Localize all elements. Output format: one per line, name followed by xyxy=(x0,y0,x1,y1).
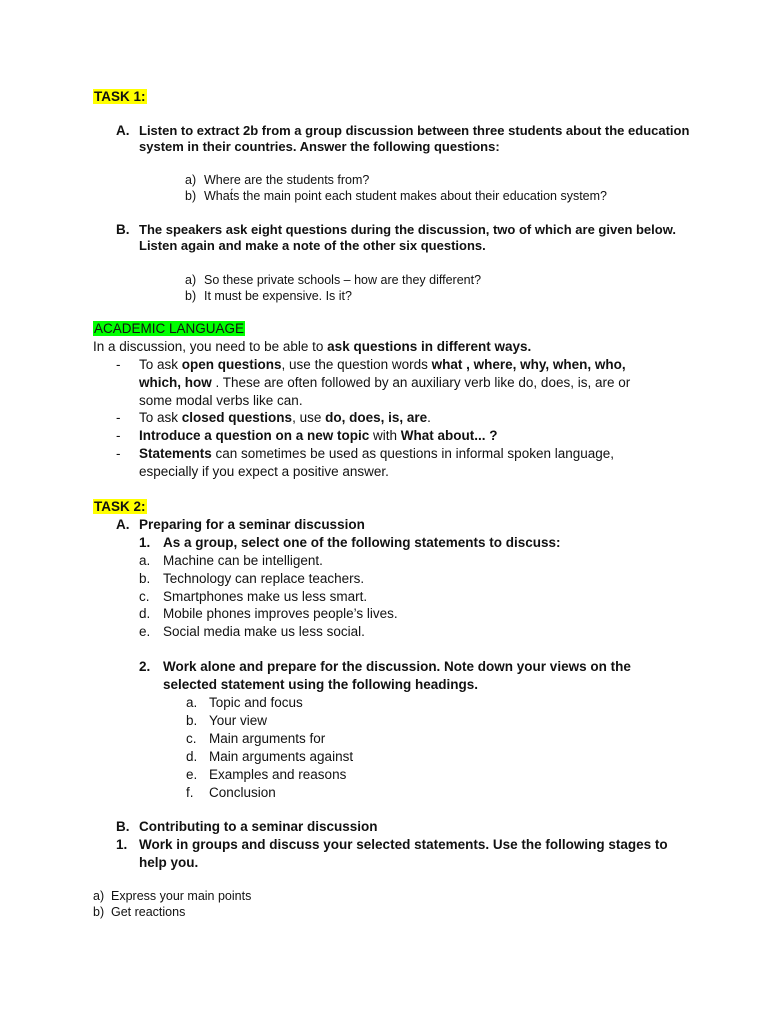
task1-a-line2: system in their countries. Answer the following questions: xyxy=(139,139,500,154)
bullet-open-questions-line3: some modal verbs like can. xyxy=(139,393,303,408)
task1-heading: TASK 1: xyxy=(94,89,146,104)
task2-a-step2-line2: selected statement using the following headings. xyxy=(163,677,479,692)
task1-b-line2: Listen again and make a note of the other six questions. xyxy=(139,238,486,253)
bullet-open-questions-line2: which, how . These are often followed by an auxiliary verb like do, does, is, are or xyxy=(139,375,631,390)
document-page: TASK 1: A. Listen to extract 2b from a group discussion between three students about the education system in their countries. Answer the following questions: a) Where are the students from? b) What́s the main point each student makes about their education system? B. The speakers ask eight questions during the discussion, two of which are given below. Listen again and make a note of the other six questions. a) So these private schools – how are they different? b) It must be expensive. Is it? ACADEMIC LANGUAGE In a discussion, you need to be able to ask questions in different ways. - To ask open questions, use the question words what , where, why, when, who, which, how . These are often followed by an auxiliary verb like do, does, is, are or some modal verbs like can. - To ask closed questions, use do, does, is, are. - Introduce a question on a new topic with What about... ? - Statements can sometimes be used as questions in informal spoken language, especially if you expect a positive answer. TASK 2: A. Preparing for a seminar discussion 1. As a group, select one of the following statements to discuss: a. Machine can be intelligent. b. Technology can replace teachers. c. Smartphones make us less smart. d. Mobile phones improves people’s lives. e. Social media make us less social. 2. Work alone and prepare for the discussion. Note down your views on the selected statement using the following headings. a. Topic and focus b. Your view c. Main arguments for d. Main arguments against e. Examples and reasons f. Conclusion B. Contributing to a seminar discussion 1. Work in groups and discuss your selected statements. Use the following stages to help you. a) Express your main points b) Get reactions xyxy=(93,89,690,919)
task2-heading: TASK 2: xyxy=(94,499,146,514)
bullet-statements-line2: especially if you expect a positive answer. xyxy=(139,464,389,479)
academic-intro: In a discussion, you need to be able to ask questions in different ways. xyxy=(93,339,532,354)
task2-b-step1-line2: help you. xyxy=(139,855,199,870)
academic-language-heading: ACADEMIC LANGUAGE xyxy=(94,321,245,336)
